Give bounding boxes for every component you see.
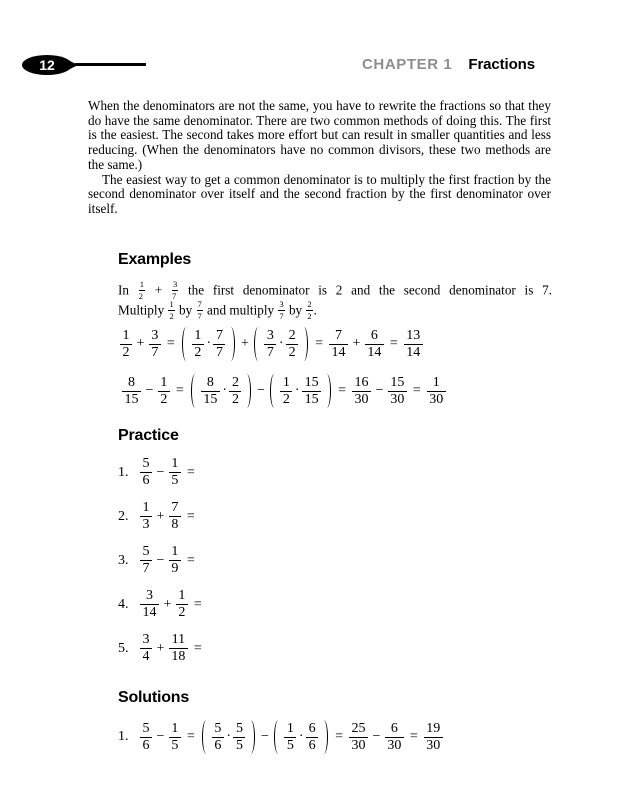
minus-sign: − — [256, 383, 265, 398]
numerator: 3 — [279, 299, 284, 309]
fraction — [213, 327, 225, 360]
denominator: 3 — [142, 517, 150, 532]
numerator: 1 — [158, 377, 170, 392]
numerator: 1 — [169, 299, 174, 309]
paragraph-1: When the denominators are not the same, you have to rewrite the fractions so that they do have the same denominator. There are two common methods of doing this. The first is the easiest. The second takes more effort but can result in smaller quantities and less reducing. (When the denominators have no common divisors, these two methods are the same.) — [88, 98, 551, 172]
numerator: 2 — [307, 299, 312, 309]
practice-problem-list — [118, 458, 208, 663]
left-paren — [270, 374, 277, 408]
numerator: 7 — [213, 330, 225, 345]
header-rule-line — [75, 63, 146, 66]
denominator: 15 — [203, 391, 218, 407]
denominator: 6 — [214, 737, 222, 753]
plus-sign: + — [240, 336, 249, 351]
denominator: 5 — [286, 737, 294, 753]
minus-sign: − — [156, 729, 165, 744]
denominator: 2 — [307, 310, 312, 321]
examples-section — [118, 251, 554, 408]
problem-number: 5. — [118, 640, 129, 656]
equals-sign: = — [389, 336, 398, 351]
denominator: 6 — [142, 737, 150, 753]
solutions-list — [118, 720, 443, 754]
left-paren — [191, 374, 198, 408]
examples-heading: Examples — [118, 251, 192, 268]
fraction — [201, 374, 220, 407]
fraction — [284, 720, 296, 753]
fraction — [149, 327, 161, 360]
denominator: 14 — [142, 605, 157, 620]
fraction — [424, 720, 443, 753]
numerator: 1 — [169, 546, 181, 561]
fraction — [176, 590, 188, 619]
fraction — [140, 546, 152, 575]
denominator: 15 — [124, 391, 139, 407]
numerator: 8 — [122, 377, 141, 392]
numerator: 1 — [120, 330, 132, 345]
denominator: 2 — [160, 391, 168, 407]
numerator: 2 — [229, 377, 241, 392]
problem-equation — [140, 590, 208, 619]
problem-row — [118, 590, 208, 619]
minus-sign: − — [260, 729, 269, 744]
denominator: 7 — [151, 344, 159, 360]
problem-row — [118, 546, 208, 575]
fraction — [169, 634, 188, 663]
numerator: 3 — [140, 590, 159, 605]
equals-sign: = — [412, 383, 421, 398]
equals-sign: = — [193, 596, 202, 612]
right-paren — [228, 327, 235, 361]
numerator: 1 — [169, 458, 181, 473]
equals-sign: = — [315, 336, 323, 351]
right-paren — [301, 327, 308, 361]
numerator: 1 — [284, 723, 296, 738]
denominator: 7 — [171, 290, 177, 301]
denominator: 30 — [351, 737, 366, 753]
numerator: 5 — [140, 458, 152, 473]
numerator: 1 — [192, 330, 204, 345]
numerator: 7 — [329, 330, 348, 345]
fraction — [169, 502, 181, 531]
numerator: 3 — [149, 330, 161, 345]
fraction — [140, 502, 152, 531]
numerator: 1 — [427, 377, 446, 392]
multiply-dot: · — [222, 383, 227, 398]
denominator: 2 — [231, 391, 239, 407]
denominator: 5 — [235, 737, 243, 753]
denominator: 30 — [354, 391, 369, 407]
fraction — [229, 374, 241, 407]
right-paren — [244, 374, 251, 408]
equals-sign: = — [409, 729, 418, 744]
fraction — [427, 374, 446, 407]
numerator: 1 — [280, 377, 292, 392]
numerator: 3 — [264, 330, 276, 345]
numerator: 5 — [140, 546, 152, 561]
plus-sign: + — [156, 508, 165, 524]
fraction — [280, 374, 292, 407]
problem-equation — [140, 634, 208, 663]
fraction — [197, 300, 203, 320]
plus-sign: + — [136, 336, 145, 351]
denominator: 14 — [367, 344, 382, 360]
numerator: 6 — [365, 330, 384, 345]
right-paren — [324, 374, 331, 408]
fraction — [385, 720, 404, 753]
numerator: 7 — [169, 502, 181, 517]
paragraph-2: The easiest way to get a common denominator is to multiply the first fraction by the second denominator over itself and the second fraction by the first denominator over itself. — [88, 171, 551, 216]
fraction — [158, 374, 170, 407]
minus-sign: − — [372, 729, 381, 744]
problem-row — [118, 634, 208, 663]
numerator: 1 — [140, 502, 152, 517]
denominator: 5 — [171, 473, 179, 488]
denominator: 8 — [171, 517, 179, 532]
fraction — [404, 327, 423, 360]
equals-sign: = — [338, 383, 346, 398]
practice-section — [118, 427, 208, 678]
fraction — [120, 327, 132, 360]
denominator: 15 — [304, 391, 319, 407]
numerator: 1 — [139, 279, 144, 289]
fraction — [139, 280, 145, 300]
numerator: 3 — [140, 634, 152, 649]
chapter-header — [0, 54, 635, 78]
minus-sign: − — [156, 464, 165, 480]
equals-sign: = — [175, 383, 184, 398]
numerator: 11 — [169, 634, 188, 649]
minus-sign: − — [156, 552, 165, 568]
denominator: 2 — [122, 344, 130, 360]
plus-sign: + — [163, 596, 172, 612]
numerator: 19 — [424, 723, 443, 738]
problem-row — [118, 458, 208, 487]
numerator: 15 — [388, 377, 407, 392]
fraction — [140, 458, 152, 487]
practice-heading: Practice — [118, 427, 179, 444]
numerator: 3 — [172, 279, 178, 289]
numerator: 5 — [140, 723, 152, 738]
problem-number: 3. — [118, 552, 129, 568]
denominator: 2 — [169, 310, 174, 321]
problem-number: 4. — [118, 596, 129, 612]
fraction — [168, 300, 174, 320]
denominator: 5 — [171, 737, 179, 753]
fraction — [306, 720, 318, 753]
denominator: 2 — [138, 290, 143, 301]
solutions-section — [118, 689, 443, 769]
page-number-badge — [22, 55, 72, 75]
fraction — [122, 374, 141, 407]
problem-number: 1. — [118, 729, 129, 744]
denominator: 9 — [171, 561, 179, 576]
denominator: 6 — [308, 737, 316, 753]
problem-row — [118, 720, 443, 754]
numerator: 25 — [349, 723, 368, 738]
fraction — [212, 720, 224, 753]
fraction — [140, 720, 152, 753]
equals-sign: = — [186, 464, 195, 480]
fraction — [233, 720, 245, 753]
problem-equation — [140, 502, 201, 531]
fraction — [140, 634, 152, 663]
numerator: 6 — [306, 723, 318, 738]
problem-equation — [140, 546, 201, 575]
fraction — [306, 300, 312, 320]
denominator: 30 — [390, 391, 405, 407]
denominator: 7 — [215, 344, 223, 360]
multiply-dot: · — [278, 336, 284, 351]
multiply-dot: · — [298, 729, 304, 744]
numerator: 7 — [197, 299, 202, 309]
problem-number: 2. — [118, 508, 129, 524]
problem-row — [118, 502, 208, 531]
fraction — [352, 374, 371, 407]
example-equation-1 — [120, 327, 554, 361]
fraction — [388, 374, 407, 407]
solutions-heading: Solutions — [118, 689, 190, 706]
numerator: 13 — [404, 330, 423, 345]
numerator: 15 — [302, 377, 321, 392]
numerator: 5 — [212, 723, 224, 738]
denominator: 18 — [171, 649, 186, 664]
left-paren — [274, 720, 281, 754]
equals-sign: = — [186, 552, 195, 568]
multiply-dot: · — [294, 383, 300, 398]
problem-number: 1. — [118, 464, 129, 480]
fraction — [169, 546, 181, 575]
numerator: 5 — [233, 723, 245, 738]
example-equation-2 — [122, 374, 554, 408]
fraction — [286, 327, 298, 360]
fraction — [169, 720, 181, 753]
chapter-title: Fractions — [468, 56, 535, 73]
minus-sign: − — [375, 383, 384, 398]
denominator: 7 — [142, 561, 150, 576]
fraction — [140, 590, 159, 619]
right-paren — [248, 720, 255, 754]
chapter-title-group — [362, 54, 535, 76]
equals-sign: = — [186, 508, 195, 524]
denominator: 2 — [178, 605, 186, 620]
multiply-dot: · — [226, 729, 231, 744]
fraction — [302, 374, 321, 407]
fraction — [264, 327, 276, 360]
denominator: 2 — [288, 344, 296, 360]
example-intro-text — [118, 280, 552, 320]
left-paren — [202, 720, 209, 754]
example-intro-line: In $\frac{1}{2}$ + $\frac{3}{7}$ the first denominator is 2 and the second denominator is 7. — [118, 279, 552, 301]
denominator: 2 — [194, 344, 202, 360]
right-paren — [321, 720, 328, 754]
numerator: 16 — [352, 377, 371, 392]
plus-sign: + — [352, 336, 361, 351]
denominator: 7 — [266, 344, 274, 360]
denominator: 30 — [426, 737, 441, 753]
fraction — [169, 458, 181, 487]
fraction — [329, 327, 348, 360]
denominator: 14 — [331, 344, 346, 360]
denominator: 30 — [429, 391, 444, 407]
problem-equation — [140, 720, 443, 754]
numerator: 1 — [176, 590, 188, 605]
example-intro-line: Multiply $\frac{1}{2}$ by $\frac{7}{7}$ and multiply $\frac{3}{7}$ by $\frac{2}{2}$ . — [118, 299, 317, 321]
denominator: 4 — [142, 649, 150, 664]
numerator: 6 — [385, 723, 404, 738]
fraction — [278, 300, 284, 320]
denominator: 6 — [142, 473, 150, 488]
equals-sign: = — [193, 640, 202, 656]
page-number: 12 — [39, 57, 55, 73]
denominator: 30 — [387, 737, 402, 753]
fraction — [365, 327, 384, 360]
fraction — [172, 280, 178, 300]
left-paren — [254, 327, 261, 361]
denominator: 7 — [279, 310, 284, 321]
numerator: 2 — [286, 330, 298, 345]
fraction — [192, 327, 204, 360]
denominator: 2 — [282, 391, 290, 407]
numerator: 1 — [169, 723, 181, 738]
equals-sign: = — [335, 729, 343, 744]
denominator: 14 — [406, 344, 421, 360]
multiply-dot: · — [206, 336, 211, 351]
plus-sign: + — [156, 640, 165, 656]
left-paren — [182, 327, 189, 361]
minus-sign: − — [145, 383, 154, 398]
numerator: 8 — [201, 377, 220, 392]
fraction — [349, 720, 368, 753]
chapter-label: CHAPTER 1 — [361, 56, 453, 73]
intro-paragraphs — [88, 99, 551, 217]
problem-equation — [140, 458, 201, 487]
equals-sign: = — [186, 729, 195, 744]
denominator: 7 — [197, 310, 202, 321]
equals-sign: = — [166, 336, 175, 351]
